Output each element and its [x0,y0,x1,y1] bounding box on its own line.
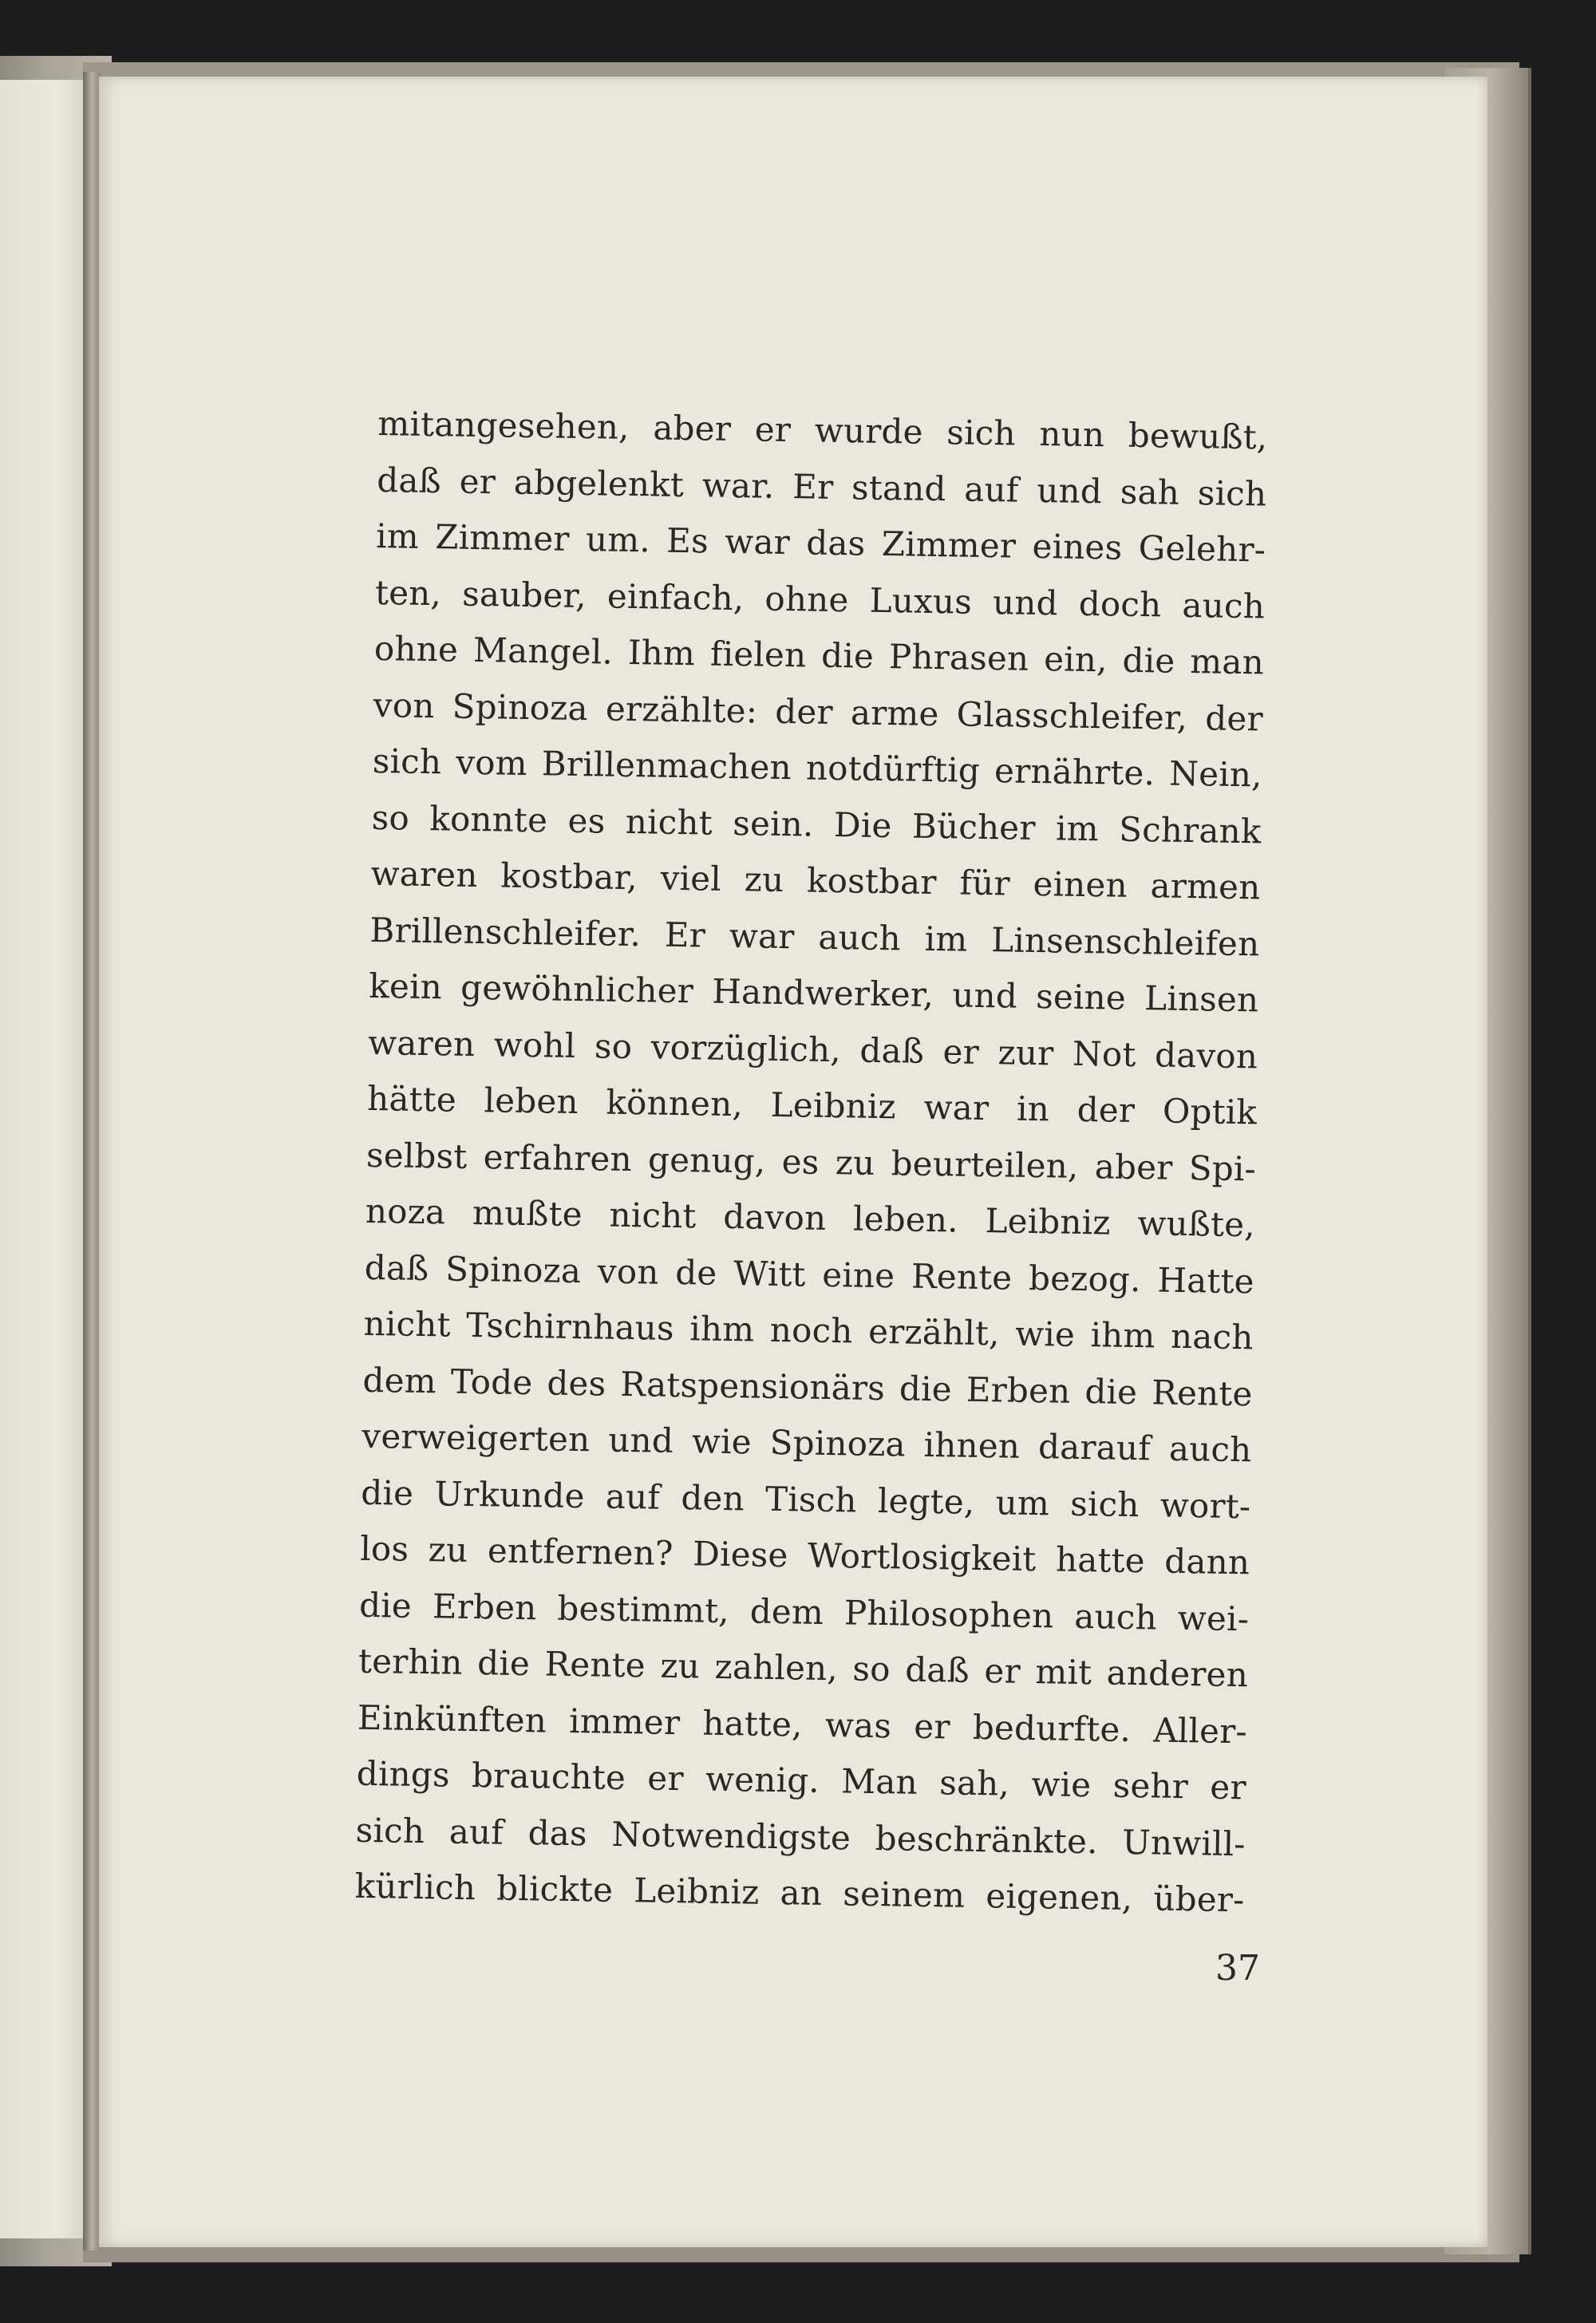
text-line: hätte leben können, Leibniz war in der Optik [366,1078,1258,1132]
text-line: von Spinoza erzählte: der arme Glasschleifer, der [373,685,1264,738]
text-line: so konnte es nicht sein. Die Bücher im Schrank [371,797,1262,851]
text-line: kürlich blickte Leibniz an seinem eigenen, über- [354,1866,1245,1920]
text-line: verweigerten und wie Spinoza ihnen darauf auch [361,1416,1252,1470]
text-line: die Erben bestimmt, dem Philosophen auch wei- [358,1585,1250,1638]
text-line: nicht Tschirnhaus ihm noch erzählt, wie ihm nach [363,1303,1254,1357]
text-line: kein gewöhnlicher Handwerker, und seine Linsen [368,966,1259,1020]
book-gutter [83,72,101,2250]
text-line: selbst erfahren genug, es zu beurteilen, aber Spi- [365,1135,1257,1188]
text-line: sich vom Brillenmachen notdürftig ernährte. Nein, [372,741,1263,795]
left-page-edge [0,80,85,2238]
text-line: sich auf das Notwendigste beschränkte. Unwill- [355,1810,1246,1863]
text-line: mitangesehen, aber er wurde sich nun bewußt, [377,403,1268,457]
text-line: dem Tode des Ratspensionärs die Erben die Rente [362,1360,1253,1413]
text-line: im Zimmer um. Es war das Zimmer eines Gelehr- [375,516,1266,570]
text-line: Einkünften immer hatte, was er bedurfte. Aller- [357,1697,1248,1751]
text-line: los zu entfernen? Diese Wortlosigkeit hatte dann [359,1528,1250,1582]
text-line: daß Spinoza von de Witt eine Rente bezog. Hatte [364,1247,1255,1301]
text-line: die Urkunde auf den Tisch legte, um sich wort- [361,1472,1251,1526]
text-line: terhin die Rente zu zahlen, so daß er mit anderen [358,1641,1249,1695]
right-page [99,77,1487,2247]
text-line: Brillenschleifer. Er war auch im Linsenschleifen [369,910,1260,963]
text-line: dings brauchte er wenig. Man sah, wie sehr er [356,1753,1247,1807]
text-line: ten, sauber, einfach, ohne Luxus und doch auch [374,572,1266,626]
text-line: waren kostbar, viel zu kostbar für einen armen [370,853,1261,907]
text-line: daß er abgelenkt war. Er stand auf und sah sich [376,460,1267,513]
body-text [354,396,1268,1929]
page-number: 37 [1215,1948,1260,1989]
text-line: waren wohl so vorzüglich, daß er zur Not davon [367,1022,1258,1076]
text-line: ohne Mangel. Ihm fielen die Phrasen ein, die man [373,628,1265,682]
text-line: noza mußte nicht davon leben. Leibniz wußte, [365,1191,1256,1245]
